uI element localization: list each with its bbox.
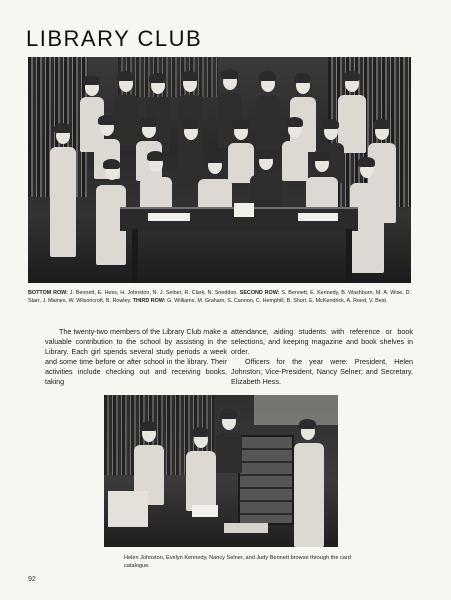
group-photo	[28, 57, 411, 283]
caption-text-third-row: G. Williams, M. Graham, S. Cannon, C. Hemphill, B. Short, E. McKendrick, A. Reed, V. Best.	[165, 298, 388, 304]
group-photo-caption	[28, 289, 411, 305]
caption-text-second-row: S. Bennett, E. Kennedy, B. Washburn, M. A. Wise, D. Starr, J. Maines, W. Wilsoncroft, B. Rowley.	[28, 290, 412, 304]
page-number: 92	[28, 576, 36, 583]
caption-text-bottom-row: J. Bennett, E. Hess, H. Johnston, N. J. Selner, R. Clark, N. Sneddon.	[67, 290, 240, 296]
body-paragraph-left: The twenty-two members of the Library Club make a valuable contribution to the school by assisting in the Library. Each girl spends several study periods a week and some time before or after school in the library. Their activities include checking out and receiving books, taking	[45, 327, 227, 386]
caption-label-third-row: THIRD ROW:	[132, 298, 166, 304]
card-catalogue-photo	[104, 395, 338, 547]
card-catalogue-caption: Helen Johnston, Evelyn Kennedy, Nancy Selner, and Judy Bennett browse through the card catalogue.	[124, 555, 351, 569]
caption-label-bottom-row: BOTTOM ROW:	[28, 290, 68, 296]
page-title: LIBRARY CLUB	[26, 26, 203, 51]
body-column-right	[231, 327, 413, 387]
caption-label-second-row: SECOND ROW:	[239, 290, 280, 296]
body-paragraph-right-2: Officers for the year were: President, Helen Johnston; Vice-President, Nancy Selner; and Secretary, Elizabeth Hess.	[231, 357, 413, 386]
body-paragraph-right-1: attendance, aiding students with reference or book selections, and keeping magazine and book shelves in order.	[231, 327, 413, 356]
